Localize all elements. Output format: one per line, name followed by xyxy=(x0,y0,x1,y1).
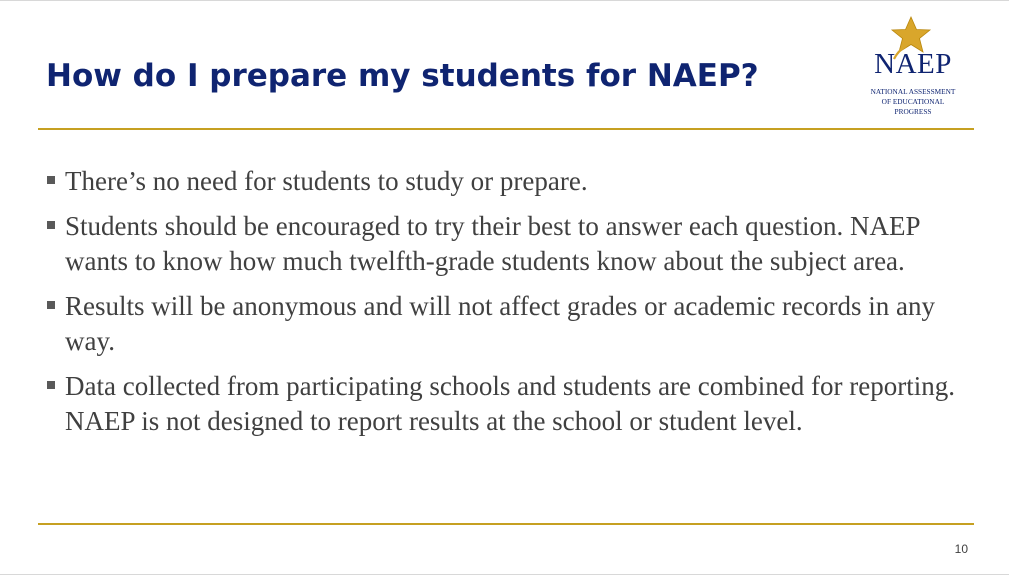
page-number: 10 xyxy=(954,542,968,556)
square-bullet-icon xyxy=(47,221,55,229)
logo-wordmark: NAEP xyxy=(874,48,952,80)
logo-line-1: NATIONAL ASSESSMENT xyxy=(870,87,956,96)
bullet-item xyxy=(46,369,976,439)
logo-line-2: OF EDUCATIONAL xyxy=(881,97,945,106)
bottom-divider xyxy=(38,523,974,525)
top-divider xyxy=(38,128,974,130)
bullet-item xyxy=(46,289,976,359)
bullet-text: Results will be anonymous and will not affect grades or academic records in any way. xyxy=(65,291,935,356)
square-bullet-icon xyxy=(47,381,55,389)
bullet-item xyxy=(46,209,976,279)
square-bullet-icon xyxy=(47,176,55,184)
bullet-list xyxy=(46,164,976,449)
bullet-item xyxy=(46,164,976,199)
slide-title: How do I prepare my students for NAEP? xyxy=(46,58,759,94)
bullet-text: There’s no need for students to study or prepare. xyxy=(65,166,588,196)
square-bullet-icon xyxy=(47,301,55,309)
logo-line-3: PROGRESS xyxy=(894,107,932,116)
naep-logo xyxy=(864,15,964,121)
bullet-text: Students should be encouraged to try their best to answer each question. NAEP wants to know how much twelfth-grade students know about the subject area. xyxy=(65,211,920,276)
bullet-text: Data collected from participating schools and students are combined for reporting. NAEP is not designed to report results at the school or student level. xyxy=(65,371,955,436)
